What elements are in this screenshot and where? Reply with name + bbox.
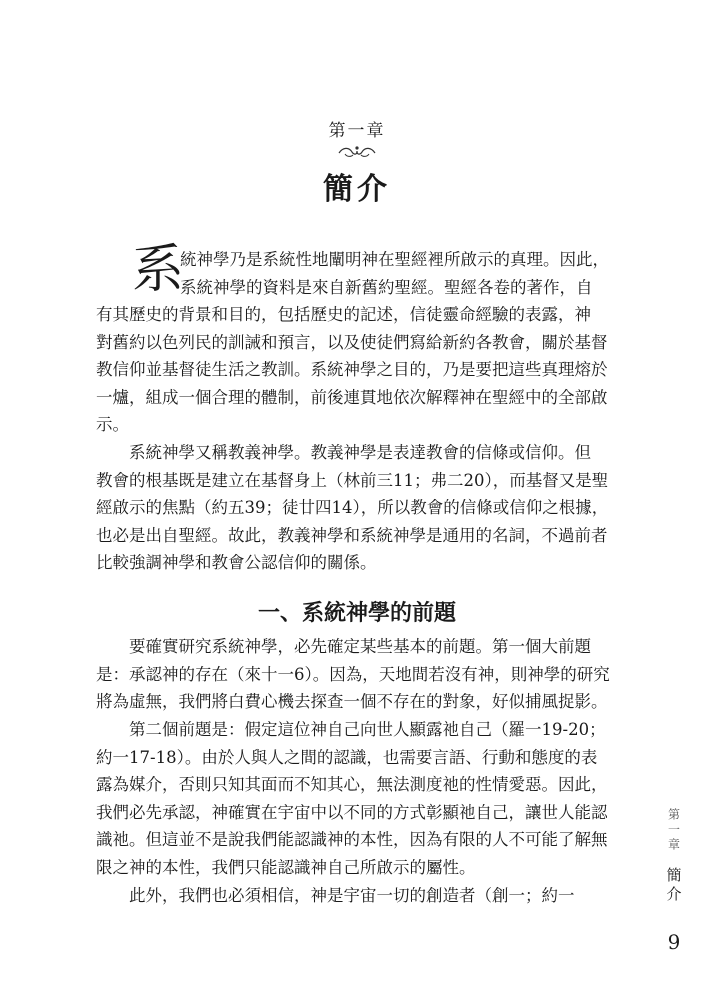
- text-line: 比較強調神學和教會公認信仰的關係。: [96, 553, 377, 573]
- text-line: 系統神學的資料是來自新舊約聖經。聖經各卷的著作，自: [180, 277, 593, 297]
- side-running-header: [662, 808, 686, 905]
- text-line: 示。: [96, 415, 129, 435]
- text-line: 系統神學又稱教義神學。教義神學是表達教會的信條或信仰。但: [129, 443, 591, 462]
- text-line: 此外，我們也必須相信，神是宇宙一切的創造者（創一；約一: [129, 886, 575, 905]
- text-line: 有其歷史的背景和目的，包括歷史的記述，信徒靈命經驗的表露，神: [96, 305, 591, 324]
- text-line: 要確實研究系統神學，必先確定某些基本的前題。第一個大前題: [129, 637, 591, 656]
- page-number: 9: [667, 930, 681, 954]
- text-line: 露為媒介，否則只知其面而不知其心，無法測度祂的性情愛惡。因此，: [96, 775, 608, 795]
- drop-cap: 系: [132, 240, 185, 300]
- section1-paragraph-3: [96, 882, 626, 910]
- intro-paragraph: [96, 301, 626, 439]
- text-line: 限之神的本性，我們只能認識神自己所啟示的屬性。: [96, 857, 476, 877]
- text-line: 我們必先承認，神確實在宇宙中以不同的方式彰顯祂自己，讓世人能認: [96, 802, 608, 822]
- text-line: 也必是出自聖經。故此，教義神學和系統神學是通用的名詞，不過前者: [96, 525, 608, 545]
- side-chapter-title: 簡介: [664, 867, 683, 905]
- text-line: 教會的根基既是建立在基督身上（林前三11；弗二20），而基督又是聖: [96, 470, 609, 490]
- text-line: 將為虛無，我們將白費心機去探查一個不存在的對象，好似捕風捉影。: [96, 692, 608, 712]
- text-line: 經啟示的焦點（約五39；徒廿四14），所以教會的信條或信仰之根據，: [96, 498, 609, 518]
- section1-paragraph-2: [96, 716, 626, 882]
- chapter-title: 簡介: [323, 172, 391, 207]
- chapter-label: 第一章: [328, 121, 386, 141]
- ornament-icon: [337, 144, 377, 158]
- text-line: 教信仰並基督徒生活之教訓。系統神學之目的，乃是要把這些真理熔於: [96, 360, 608, 380]
- paragraph-2: [96, 439, 626, 577]
- text-line: 識祂。但這並不是說我們能認識神的本性，因為有限的人不可能了解無: [96, 830, 608, 850]
- side-chapter-label: 第一章: [666, 808, 681, 853]
- section1-paragraph-1: [96, 633, 626, 716]
- text-line: 約一17-18）。由於人與人之間的認識，也需要言語、行動和態度的表: [96, 747, 598, 767]
- intro-first-lines: [180, 246, 628, 301]
- section-heading: 一、系統神學的前題: [257, 601, 456, 626]
- text-line: 統神學乃是系統性地闡明神在聖經裡所啟示的真理。因此，: [180, 250, 609, 269]
- text-line: 第二個前題是：假定這位神自己向世人顯露祂自己（羅一19-20；: [129, 720, 606, 739]
- text-line: 一爐，組成一個合理的體制，前後連貫地依次解釋神在聖經中的全部啟: [96, 387, 608, 407]
- text-line: 是：承認神的存在（來十一6）。因為，天地間若沒有神，則神學的研究: [96, 664, 610, 684]
- text-line: 對舊約以色列民的訓誡和預言，以及使徒們寫給新約各教會，關於基督: [96, 332, 608, 352]
